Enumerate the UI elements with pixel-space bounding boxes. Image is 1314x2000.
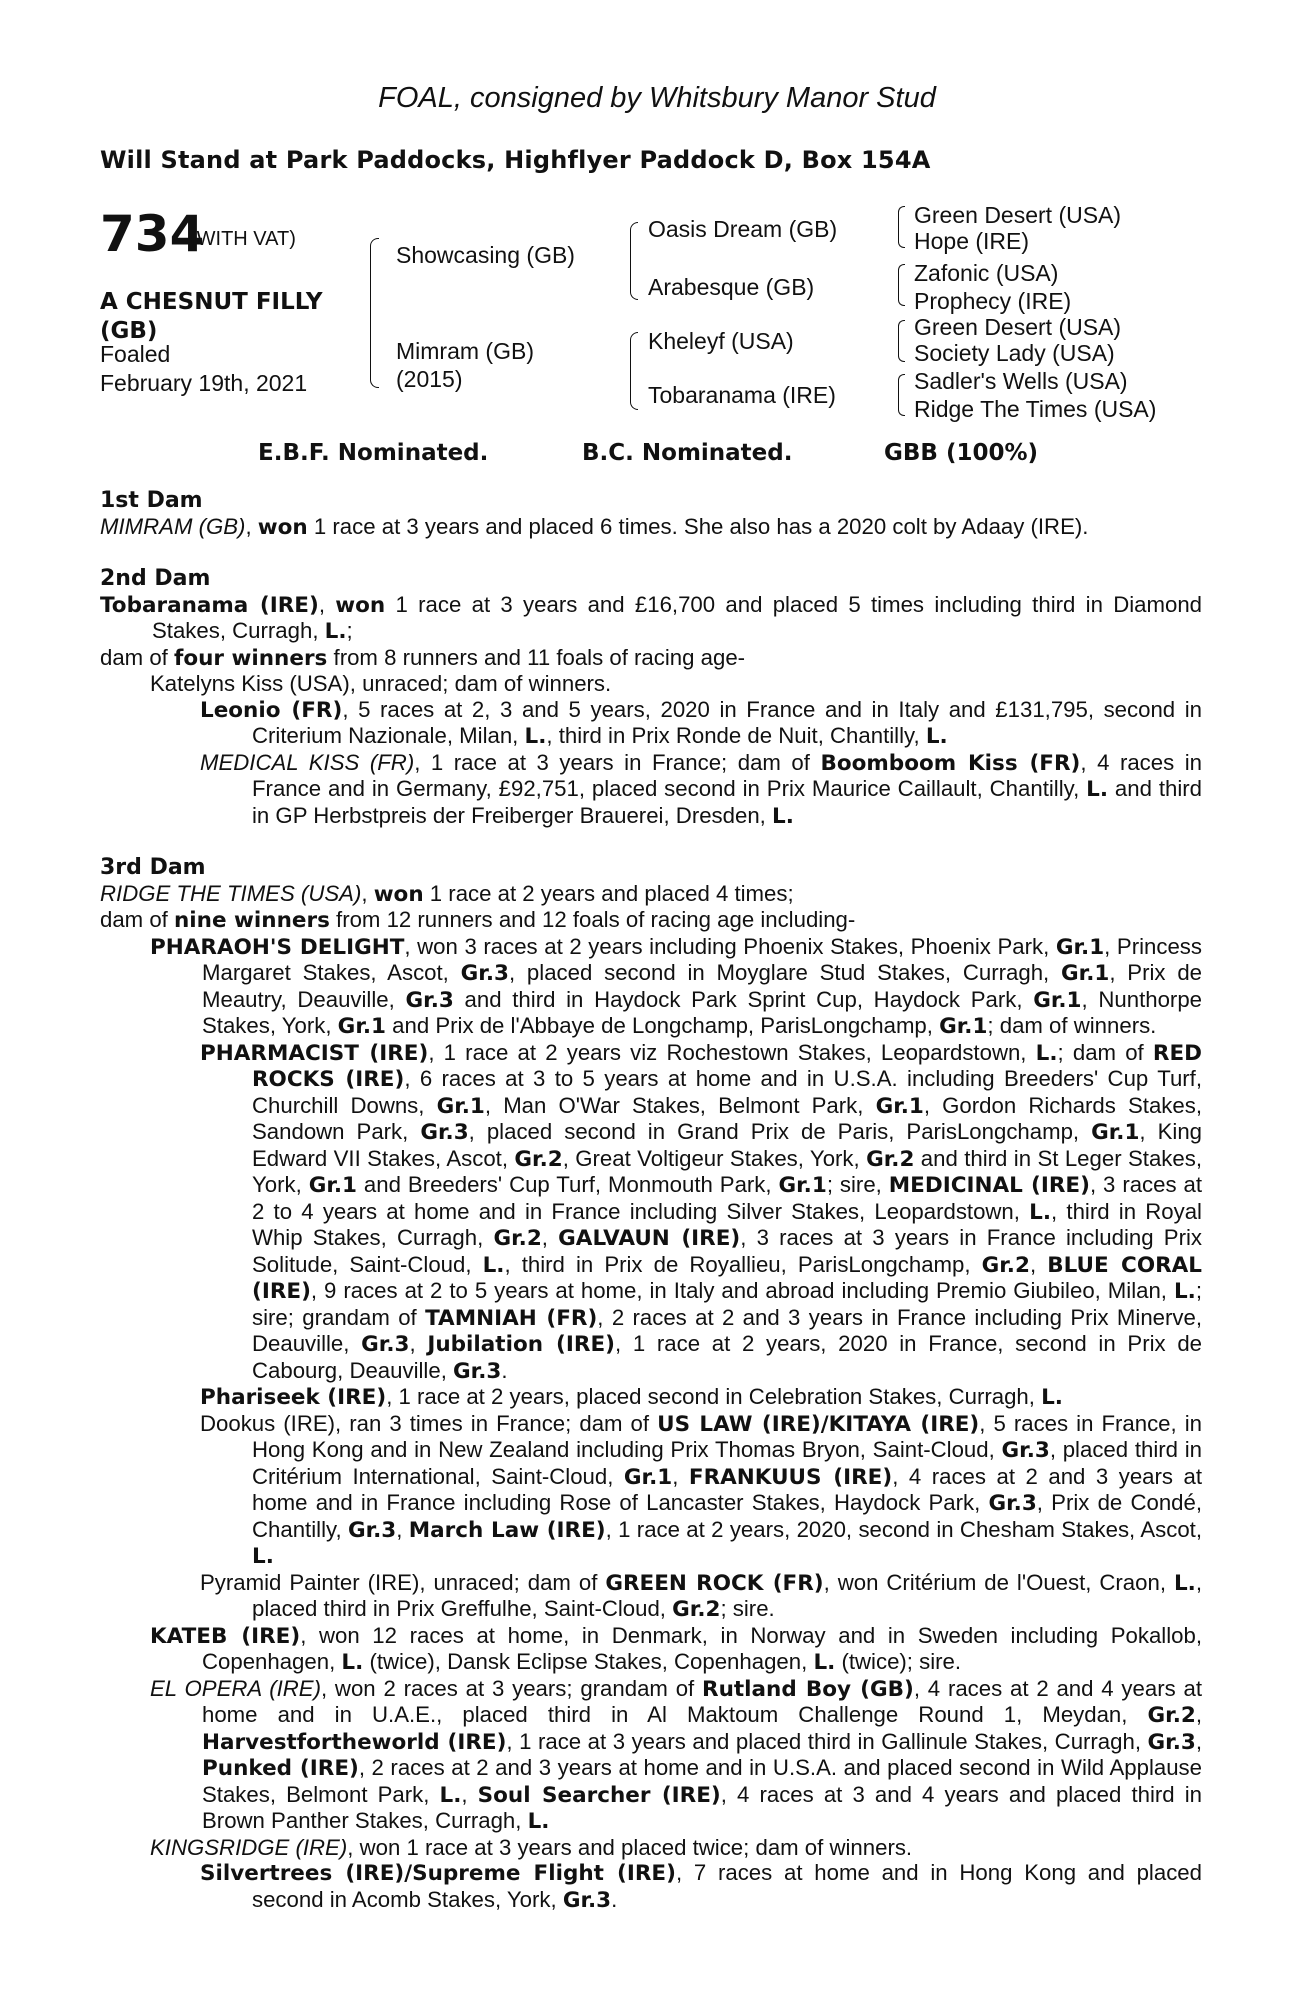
pedigree-sire: Showcasing (GB): [396, 242, 575, 268]
listed-label: L.: [925, 724, 948, 749]
gbb-rating: GBB (100%): [884, 440, 1039, 466]
medical-text-b: , 4 races in France and in Germany, £92,751, placed second in Prix Maurice Caillault, Chantilly,: [252, 749, 1203, 801]
produce-dookus: Dookus (IRE), ran 3 times in France; dam of US LAW (IRE)/KITAYA (IRE), 5 races in France, in Hong Kong and in New Zealand including Prix Thomas Bryon, Saint-Cloud, Gr.3, placed third in Critérium International, Saint-Cloud, Gr.1, FRANKUUS (IRE), 4 races at 2 and 3 years at home and in France including Rose of Lancaster Stakes, Haydock Park, Gr.3, Prix de Condé, Chantilly, Gr.3, March Law (IRE), 1 race at 2 years, 2020, second in Chesham Stakes, Ascot, L.: [200, 1410, 1203, 1569]
produce-pharaohs-delight: PHARAOH'S DELIGHT, won 3 races at 2 years including Phoenix Stakes, Phoenix Park, Gr.1, Princess Margaret Stakes, Ascot, Gr.3, placed second in Moyglare Stud Stakes, Curragh, Gr.1, Prix de Meautry, Deauville, Gr.3 and third in Haydock Park Sprint Cup, Haydock Park, Gr.1, Nunthorpe Stakes, York, Gr.1 and Prix de l'Abbaye de Longchamp, ParisLongchamp, Gr.1; dam of winners.: [150, 933, 1203, 1039]
third-dam-heading: 3rd Dam: [100, 855, 206, 880]
produce-kateb: KATEB (IRE), won 12 races at home, in Denmark, in Norway and in Sweden including Pokallob, Copenhagen, L. (twice), Dansk Eclipse Stakes, Copenhagen, L. (twice); sire.: [150, 1622, 1203, 1675]
pedigree-brace-g12: [898, 206, 905, 248]
foaled-info: [100, 340, 307, 398]
produce-kingsridge: KINGSRIDGE (IRE), won 1 race at 3 years and placed twice; dam of winners.: [150, 1834, 913, 1860]
listed-label: L.: [772, 803, 794, 829]
pedigree-brace-g56: [898, 320, 905, 362]
semicolon: ;: [346, 618, 353, 643]
pedigree-g6: Society Lady (USA): [914, 340, 1115, 366]
runners-text: from 8 runners and 11 foals of racing age-: [327, 644, 746, 670]
third-dam-text: 1 race at 2 years and placed 4 times;: [423, 880, 794, 906]
pedigree-dam: Mimram (GB): [396, 338, 534, 364]
third-dam-paragraph: RIDGE THE TIMES (USA), won 1 race at 2 years and placed 4 times;: [100, 880, 794, 907]
listed-label: L.: [1086, 777, 1109, 802]
winners-count: four winners: [174, 645, 328, 671]
pedigree-dam-sire: Kheleyf (USA): [648, 328, 794, 354]
vat-label: (WITH VAT): [190, 228, 296, 250]
third-dam-name: RIDGE THE TIMES (USA): [100, 880, 362, 906]
won-label: won: [257, 514, 308, 540]
winners-count: nine winners: [174, 908, 330, 933]
pedigree-dam-dam: Tobaranama (IRE): [648, 382, 836, 408]
dam-of-label: dam of: [100, 644, 174, 670]
medical-text-a: , 1 race at 3 years in France; dam of: [414, 749, 821, 775]
horse-name: Boomboom Kiss (FR): [820, 750, 1081, 776]
foaled-date: February 19th, 2021: [100, 370, 308, 396]
pedigree-brace-sire: [630, 222, 638, 300]
first-dam-paragraph: MIMRAM (GB), won 1 race at 3 years and placed 6 times. She also has a 2020 colt by Adaay (IRE).: [100, 513, 1089, 540]
produce-phariseek: Phariseek (IRE), 1 race at 2 years, placed second in Celebration Stakes, Curragh, L.: [200, 1384, 1063, 1410]
runners-text: from 12 runners and 12 foals of racing age including-: [329, 907, 856, 932]
pedigree-g1: Green Desert (USA): [914, 202, 1122, 228]
pedigree-brace-dam: [630, 332, 638, 410]
pedigree-g2: Hope (IRE): [914, 228, 1030, 254]
second-dam-name: Tobaranama (IRE): [100, 592, 319, 618]
bc-nominated: B.C. Nominated.: [582, 440, 793, 466]
dam-of-label: dam of: [100, 907, 174, 932]
produce-el-opera: EL OPERA (IRE), won 2 races at 3 years; grandam of Rutland Boy (GB), 4 races at 2 and 4 years at home and in U.A.E., placed third in Al Maktoum Challenge Round 1, Meydan, Gr.2, Harvestfortheworld (IRE), 1 race at 3 years and placed third in Gallinule Stakes, Curragh, Gr.3, Punked (IRE), 2 races at 2 and 3 years at home and in U.S.A. and placed second in Wild Applause Stakes, Belmont Park, L., Soul Searcher (IRE), 4 races at 3 and 4 years and placed third in Brown Panther Stakes, Curragh, L.: [150, 1675, 1203, 1834]
pedigree-dam-year: (2015): [396, 366, 463, 392]
pedigree-brace-main: [370, 238, 379, 388]
second-dam-produce-line: [100, 645, 1202, 672]
consignment-line: FOAL, consigned by Whitsbury Manor Stud: [378, 82, 936, 114]
listed-label: L.: [324, 619, 347, 644]
pedigree-brace-g78: [898, 374, 905, 416]
produce-silvertrees: Silvertrees (IRE)/Supreme Flight (IRE), 7 races at home and in Hong Kong and placed second in Acomb Stakes, York, Gr.3.: [200, 1860, 1202, 1913]
produce-pyramid-painter: Pyramid Painter (IRE), unraced; dam of GREEN ROCK (FR), won Critérium de l'Ouest, Craon, L., placed third in Prix Greffulhe, Saint-Cloud, Gr.2; sire.: [200, 1569, 1202, 1622]
won-label: won: [335, 592, 386, 618]
won-label: won: [373, 881, 424, 907]
pedigree-g7: Sadler's Wells (USA): [914, 368, 1128, 394]
horse-name: Leonio (FR): [200, 697, 343, 723]
pedigree-sire-dam: Arabesque (GB): [648, 274, 815, 300]
lot-number: 734: [100, 205, 205, 263]
pedigree-g8: Ridge The Times (USA): [914, 396, 1157, 422]
first-dam-name: MIMRAM (GB): [100, 513, 246, 539]
first-dam-heading: 1st Dam: [100, 488, 203, 513]
produce-pharmacist: PHARMACIST (IRE), 1 race at 2 years viz Rochestown Stakes, Leopardstown, L.; dam of RED ROCKS (IRE), 6 races at 3 to 5 years at home and in U.S.A. including Breeders' Cup Turf, Churchill Downs, Gr.1, Man O'War Stakes, Belmont Park, Gr.1, Gordon Richards Stakes, Sandown Park, Gr.3, placed second in Grand Prix de Paris, ParisLongchamp, Gr.1, King Edward VII Stakes, Ascot, Gr.2, Great Voltigeur Stakes, York, Gr.2 and third in St Leger Stakes, York, Gr.1 and Breeders' Cup Turf, Monmouth Park, Gr.1; sire, MEDICINAL (IRE), 3 races at 2 to 4 years at home and in France including Silver Stakes, Leopardstown, L., third in Royal Whip Stakes, Curragh, Gr.2, GALVAUN (IRE), 3 races at 3 years in France including Prix Solitude, Saint-Cloud, L., third in Prix de Royallieu, ParisLongchamp, Gr.2, BLUE CORAL (IRE), 9 races at 2 to 5 years at home, in Italy and abroad including Premio Giubileo, Milan, L.; sire; grandam of TAMNIAH (FR), 2 races at 2 and 3 years in France including Prix Minerve, Deauville, Gr.3, Jubilation (IRE), 1 race at 2 years, 2020 in France, second in Prix de Cabourg, Deauville, Gr.3.: [200, 1039, 1203, 1384]
produce-katelyns-kiss: Katelyns Kiss (USA), unraced; dam of winners.: [150, 671, 612, 696]
pedigree-g4: Prophecy (IRE): [914, 288, 1072, 314]
medical-text-c: and third in GP Herbstpreis der Freiberger Brauerei, Dresden,: [252, 776, 1202, 828]
catalogue-body: [100, 488, 1202, 1913]
produce-medical-kiss: [100, 750, 1202, 830]
leonio-text-a: , 5 races at 2, 3 and 5 years, 2020 in France and in Italy and £131,795, second in Criterium Nazionale, Milan,: [252, 696, 1202, 748]
first-dam-text: 1 race at 3 years and placed 6 times. She also has a 2020 colt by Adaay (IRE).: [307, 513, 1089, 539]
second-dam-heading: 2nd Dam: [100, 566, 211, 591]
ebf-nominated: E.B.F. Nominated.: [258, 440, 489, 466]
lot-description: A CHESNUT FILLY (GB): [100, 289, 323, 344]
foaled-label: Foaled: [100, 341, 171, 367]
second-dam-text: 1 race at 3 years and £16,700 and placed 5 times including third in Diamond Stakes, Curragh,: [152, 591, 1202, 643]
listed-label: L.: [524, 724, 547, 749]
third-dam-produce-line: [100, 907, 1202, 934]
pedigree-sire-sire: Oasis Dream (GB): [648, 216, 838, 242]
pedigree-g3: Zafonic (USA): [914, 260, 1059, 286]
pedigree-g5: Green Desert (USA): [914, 314, 1122, 340]
stand-location: Will Stand at Park Paddocks, Highflyer Paddock D, Box 154A: [100, 146, 931, 174]
leonio-text-b: , third in Prix Ronde de Nuit, Chantilly,: [546, 723, 926, 748]
produce-leonio: [100, 697, 1202, 750]
pedigree-brace-g34: [898, 264, 905, 306]
horse-name: MEDICAL KISS (FR): [200, 749, 415, 775]
second-dam-paragraph: Tobaranama (IRE), won 1 race at 3 years and £16,700 and placed 5 times including third in Diamond Stakes, Curragh, L.;: [100, 591, 1202, 644]
